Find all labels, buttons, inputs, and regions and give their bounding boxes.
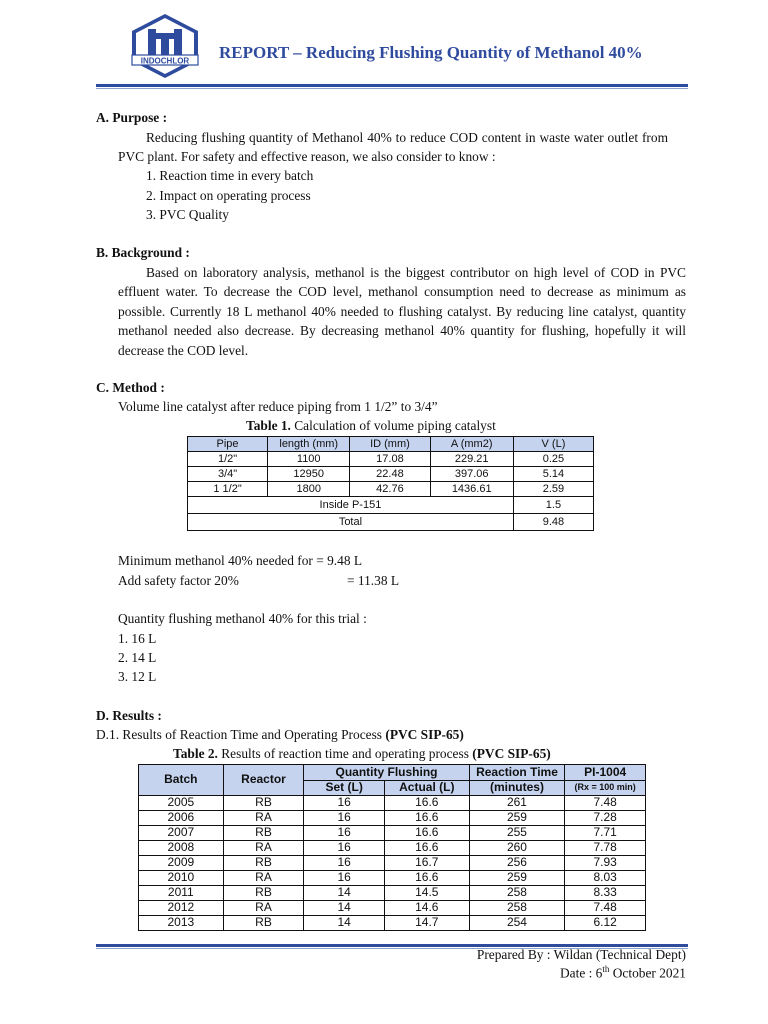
- cell: 7.28: [565, 811, 646, 826]
- cell: RB: [223, 916, 304, 931]
- cell: 22.48: [350, 467, 430, 482]
- results-subheading: [96, 725, 464, 744]
- cell: 3/4": [188, 467, 268, 482]
- cell: 260: [469, 841, 565, 856]
- cell: 14: [304, 916, 385, 931]
- table-row: [139, 856, 646, 871]
- logo-text: INDOCHLOR: [140, 56, 190, 66]
- cell: 16.6: [384, 841, 469, 856]
- cell: 16.6: [384, 811, 469, 826]
- header-rule-thin: [96, 88, 688, 89]
- total-label: Total: [188, 514, 514, 531]
- cell: RB: [223, 856, 304, 871]
- cell: 261: [469, 796, 565, 811]
- results-sub-bold: (PVC SIP-65): [385, 727, 464, 742]
- cell: 2012: [139, 901, 224, 916]
- cell: 0.25: [513, 452, 593, 467]
- date-prefix: Date : 6: [559, 965, 603, 981]
- table-row: [139, 811, 646, 826]
- table-row: [188, 452, 594, 467]
- cell: 16: [304, 856, 385, 871]
- cell: 258: [469, 886, 565, 901]
- cell: 259: [469, 811, 565, 826]
- table1-caption-label: Table 1.: [246, 418, 291, 433]
- header-rule: [96, 84, 688, 87]
- cell: 16.6: [384, 796, 469, 811]
- results-table: [138, 764, 646, 931]
- cell: 259: [469, 871, 565, 886]
- table-row: [188, 514, 594, 531]
- cell: RB: [223, 886, 304, 901]
- cell: RB: [223, 796, 304, 811]
- cell: 2005: [139, 796, 224, 811]
- purpose-item-3: 3. PVC Quality: [146, 207, 229, 222]
- cell: 1100: [268, 452, 350, 467]
- purpose-item-2: 2. Impact on operating process: [146, 188, 311, 203]
- inside-value: 1.5: [513, 497, 593, 514]
- cell: RB: [223, 826, 304, 841]
- results-heading: D. Results :: [96, 708, 162, 723]
- cell: 17.08: [350, 452, 430, 467]
- table-row: [188, 497, 594, 514]
- cell: 12950: [268, 467, 350, 482]
- method-intro: Volume line catalyst after reduce piping from 1 1/2” to 3/4”: [118, 399, 438, 414]
- table-row: [139, 841, 646, 856]
- cell: 7.48: [565, 796, 646, 811]
- cell: 16: [304, 871, 385, 886]
- cell: 14.7: [384, 916, 469, 931]
- th-minutes: (minutes): [469, 780, 565, 796]
- table-row: [139, 916, 646, 931]
- table2-caption-text: Results of reaction time and operating process: [217, 746, 473, 761]
- th-set: Set (L): [304, 780, 385, 796]
- th-id: ID (mm): [350, 437, 430, 452]
- cell: 16: [304, 826, 385, 841]
- cell: 7.71: [565, 826, 646, 841]
- cell: 1 1/2": [188, 482, 268, 497]
- th-reactor: Reactor: [223, 765, 304, 796]
- purpose-item-1: 1. Reaction time in every batch: [146, 168, 314, 183]
- cell: 2013: [139, 916, 224, 931]
- table-row: [139, 886, 646, 901]
- trial-3: 3. 12 L: [118, 669, 157, 684]
- cell: 256: [469, 856, 565, 871]
- cell: 2009: [139, 856, 224, 871]
- cell: 16: [304, 811, 385, 826]
- cell: 14: [304, 901, 385, 916]
- cell: RA: [223, 841, 304, 856]
- cell: 16: [304, 796, 385, 811]
- trial-1: 1. 16 L: [118, 631, 157, 646]
- cell: 7.48: [565, 901, 646, 916]
- table-row: [188, 467, 594, 482]
- th-volume: V (L): [513, 437, 593, 452]
- cell: 1/2": [188, 452, 268, 467]
- results-sub-text: D.1. Results of Reaction Time and Operating Process: [96, 727, 386, 742]
- th-pipe: Pipe: [188, 437, 268, 452]
- cell: 1436.61: [430, 482, 513, 497]
- cell: 2.59: [513, 482, 593, 497]
- method-heading: C. Method :: [96, 380, 165, 395]
- cell: 397.06: [430, 467, 513, 482]
- th-batch: Batch: [139, 765, 224, 796]
- purpose-paragraph: Reducing flushing quantity of Methanol 40% to reduce COD content in waste water outlet from PVC plant. For safety and effective reason, we also consider to know :: [118, 130, 668, 165]
- cell: 258: [469, 901, 565, 916]
- table2-caption-end: (PVC SIP-65): [472, 746, 551, 761]
- cell: RA: [223, 901, 304, 916]
- background-heading: B. Background :: [96, 245, 190, 260]
- cell: 7.93: [565, 856, 646, 871]
- table2-caption: [173, 745, 551, 762]
- cell: 16.6: [384, 871, 469, 886]
- background-paragraph: Based on laboratory analysis, methanol is the biggest contributor on high level of COD in PVC effluent water. To decrease the COD level, methanol consumption need to decrease as minimum as possible. Currently 18 L methanol 40% needed to flushing catalyst. By reducing line catalyst, quantity methanol needed also decrease. By decreasing methanol 40% quantity for flushing, hopefully it will decrease the COD level.: [118, 265, 686, 358]
- cell: 5.14: [513, 467, 593, 482]
- cell: 14.5: [384, 886, 469, 901]
- cell: 14.6: [384, 901, 469, 916]
- cell: 2007: [139, 826, 224, 841]
- table1-caption-text: Calculation of volume piping catalyst: [290, 418, 496, 433]
- cell: 42.76: [350, 482, 430, 497]
- prepared-by: Prepared By : Wildan (Technical Dept): [476, 947, 686, 962]
- report-title: REPORT – Reducing Flushing Quantity of Methanol 40%: [219, 43, 643, 62]
- table-row: [139, 826, 646, 841]
- total-value: 9.48: [513, 514, 593, 531]
- cell: RA: [223, 871, 304, 886]
- cell: 229.21: [430, 452, 513, 467]
- th-area: A (mm2): [430, 437, 513, 452]
- trial-2: 2. 14 L: [118, 650, 157, 665]
- th-actual: Actual (L): [384, 780, 469, 796]
- report-date: [560, 964, 686, 981]
- cell: 7.78: [565, 841, 646, 856]
- table1-caption: [246, 417, 496, 434]
- safety-label: Add safety factor 20%: [118, 573, 239, 588]
- th-pi-sub: (Rx = 100 min): [565, 780, 646, 796]
- cell: 2010: [139, 871, 224, 886]
- volume-table: [187, 436, 594, 531]
- company-logo: [128, 13, 202, 79]
- cell: 2008: [139, 841, 224, 856]
- cell: 254: [469, 916, 565, 931]
- cell: 16.7: [384, 856, 469, 871]
- table-row: [188, 482, 594, 497]
- trial-intro: Quantity flushing methanol 40% for this trial :: [118, 611, 367, 626]
- cell: 8.33: [565, 886, 646, 901]
- cell: 14: [304, 886, 385, 901]
- cell: RA: [223, 811, 304, 826]
- safety-value: = 11.38 L: [347, 573, 400, 588]
- cell: 1800: [268, 482, 350, 497]
- table2-caption-label: Table 2.: [173, 746, 218, 761]
- table-row: [139, 871, 646, 886]
- th-length: length (mm): [268, 437, 350, 452]
- cell: 2011: [139, 886, 224, 901]
- cell: 16.6: [384, 826, 469, 841]
- table-row: [139, 901, 646, 916]
- cell: 8.03: [565, 871, 646, 886]
- th-pi: PI-1004: [565, 765, 646, 781]
- cell: 2006: [139, 811, 224, 826]
- results-body: [139, 796, 646, 931]
- table-row: [139, 796, 646, 811]
- inside-label: Inside P-151: [188, 497, 514, 514]
- th-reaction-time: Reaction Time: [469, 765, 565, 781]
- cell: 255: [469, 826, 565, 841]
- cell: 6.12: [565, 916, 646, 931]
- th-quantity: Quantity Flushing: [304, 765, 469, 781]
- date-sup: th: [602, 964, 610, 974]
- date-suffix: October 2021: [609, 965, 686, 981]
- cell: 16: [304, 841, 385, 856]
- purpose-heading: A. Purpose :: [96, 110, 168, 125]
- min-methanol: Minimum methanol 40% needed for = 9.48 L: [118, 553, 363, 568]
